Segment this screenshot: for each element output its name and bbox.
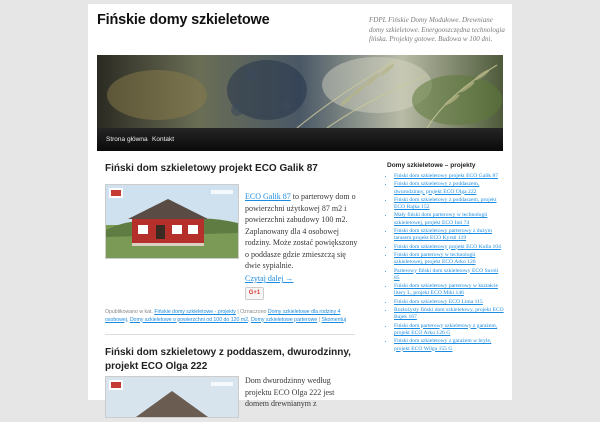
sidebar [387, 162, 505, 354]
sidebar-list-item [394, 283, 505, 298]
sidebar-link[interactable]: Fiński dom szkieletowy projekt ECO Galik 87 [394, 173, 499, 179]
post-lead-text: Dom [245, 376, 263, 385]
post-thumbnail[interactable] [105, 184, 239, 259]
post-excerpt [245, 191, 360, 272]
sidebar-list [387, 173, 505, 353]
header-banner-image[interactable] [97, 55, 503, 128]
sidebar-list-item [394, 268, 505, 283]
post-excerpt-text: jest domem drewnianym z [245, 387, 335, 408]
nav-item-contact[interactable]: Kontakt [152, 136, 175, 143]
sidebar-link[interactable]: Rozłożysty fiński dom szkieletowy, projekt ECO Bajek 167 [394, 307, 504, 321]
sidebar-list-item [394, 212, 505, 227]
google-plus-button[interactable]: G+1 [245, 287, 264, 300]
post-link[interactable]: dwurodzinny według projektu ECO Olga 222 [245, 376, 331, 397]
post-excerpt [245, 375, 355, 410]
sidebar-link[interactable]: Fiński dom szkieletowy z poddaszem, projekt ECO Rajka 152 [394, 196, 497, 211]
sidebar-list-item [394, 228, 505, 243]
main-navigation [97, 128, 503, 151]
sidebar-link[interactable]: Parterowy fiński dom szkieletowy ECO Suroli 85 [394, 267, 499, 281]
sidebar-link[interactable]: Mały fiński dom parterowy w technologii szkieletowej, projekt ECO Inti 74 [394, 212, 488, 226]
sidebar-link[interactable]: Fiński dom szkieletowy parterowy w kształcie litery L, projekt ECO Miki 146 [394, 283, 498, 297]
nav-item-home[interactable]: Strona główna [106, 136, 148, 143]
page-wrapper [88, 4, 512, 408]
meta-tag-link[interactable]: Domy szkieletowe parterowe [250, 316, 318, 323]
meta-separator: | [317, 316, 322, 323]
site-description: FDPL Fińskie Domy Modułowe. Drewniane domy szkieletowe. Energooszczędna technologia fińska. Projekty gotowe. Budowa w 100 dni. [369, 16, 505, 43]
sidebar-list-item [394, 338, 505, 353]
sidebar-link[interactable]: Fiński dom szkieletowy z garażem w bryle, projekt ECO Wilga 155 G [394, 338, 492, 352]
sidebar-link[interactable]: Fiński dom szkieletowy parterowy z dużym tarasem projekt ECO Kyrsti 119 [394, 228, 493, 242]
main-content [105, 162, 358, 408]
sidebar-list-item [394, 307, 505, 322]
meta-comma: , [248, 316, 251, 323]
read-more-link[interactable]: Czytaj dalej → [245, 274, 294, 283]
sidebar-list-item [394, 197, 505, 212]
sidebar-heading: Domy szkieletowe – projekty [387, 162, 476, 169]
meta-category-link[interactable]: Fińskie domy szkieletowe - projekty [154, 309, 236, 315]
sidebar-link[interactable]: Fiński dom szkieletowy z poddaszem, dwurodzinny, projekt ECO Olga 222 [394, 181, 480, 195]
meta-tag-link[interactable]: Domy szkieletowe dla rodziny 4 osobowej [105, 309, 341, 323]
divider [105, 334, 355, 335]
sidebar-link[interactable]: Fiński dom szkieletowy projekt ECO Kulla 104 [394, 243, 501, 250]
post-excerpt-text: to parterowy dom o powierzchni użytkowej 87 m2 i powierzchni zabudowy 100 m2. Zaplanowany dla 4 osobowej rodziny. Może zostać powiększony o poddasze gdzie zmieszczą się dwie sypialnie. [245, 192, 358, 270]
post-thumbnail[interactable] [105, 376, 239, 418]
post-title[interactable]: Fiński dom szkieletowy z poddaszem, dwurodzinny, projekt ECO Olga 222 [105, 347, 351, 372]
post-title[interactable]: Fiński dom szkieletowy projekt ECO Galik 87 [105, 163, 318, 174]
post-link[interactable]: ECO Galik 87 [245, 192, 291, 201]
sidebar-link[interactable]: Fiński dom parterowy w technologii szkieletowej, projekt ECO Arko 126 [394, 251, 476, 266]
meta-comma: , [126, 316, 130, 323]
sidebar-link[interactable]: Fiński dom szkieletowy ECO Lima 115 [394, 298, 483, 305]
sidebar-list-item [394, 323, 505, 338]
sidebar-list-item [394, 252, 505, 267]
meta-prefix: Opublikowano w kat. [105, 309, 155, 315]
sidebar-list-item [394, 299, 505, 306]
meta-separator: | Oznaczono [235, 309, 268, 315]
sidebar-link[interactable]: Fiński dom parterowy szkieletowy z garażem, projekt ECO Arko 126 G [394, 322, 498, 336]
site-title[interactable]: Fińskie domy szkieletowe [97, 12, 270, 28]
meta-comments-link[interactable]: Skomentuj [321, 316, 346, 323]
meta-tag-link[interactable]: Domy szkieletowe o powierzchni od 100 do 120 m2 [129, 316, 249, 323]
sidebar-list-item [394, 181, 505, 196]
sidebar-list-item [394, 244, 505, 251]
sidebar-list-item [394, 173, 505, 180]
post-meta [105, 309, 352, 324]
